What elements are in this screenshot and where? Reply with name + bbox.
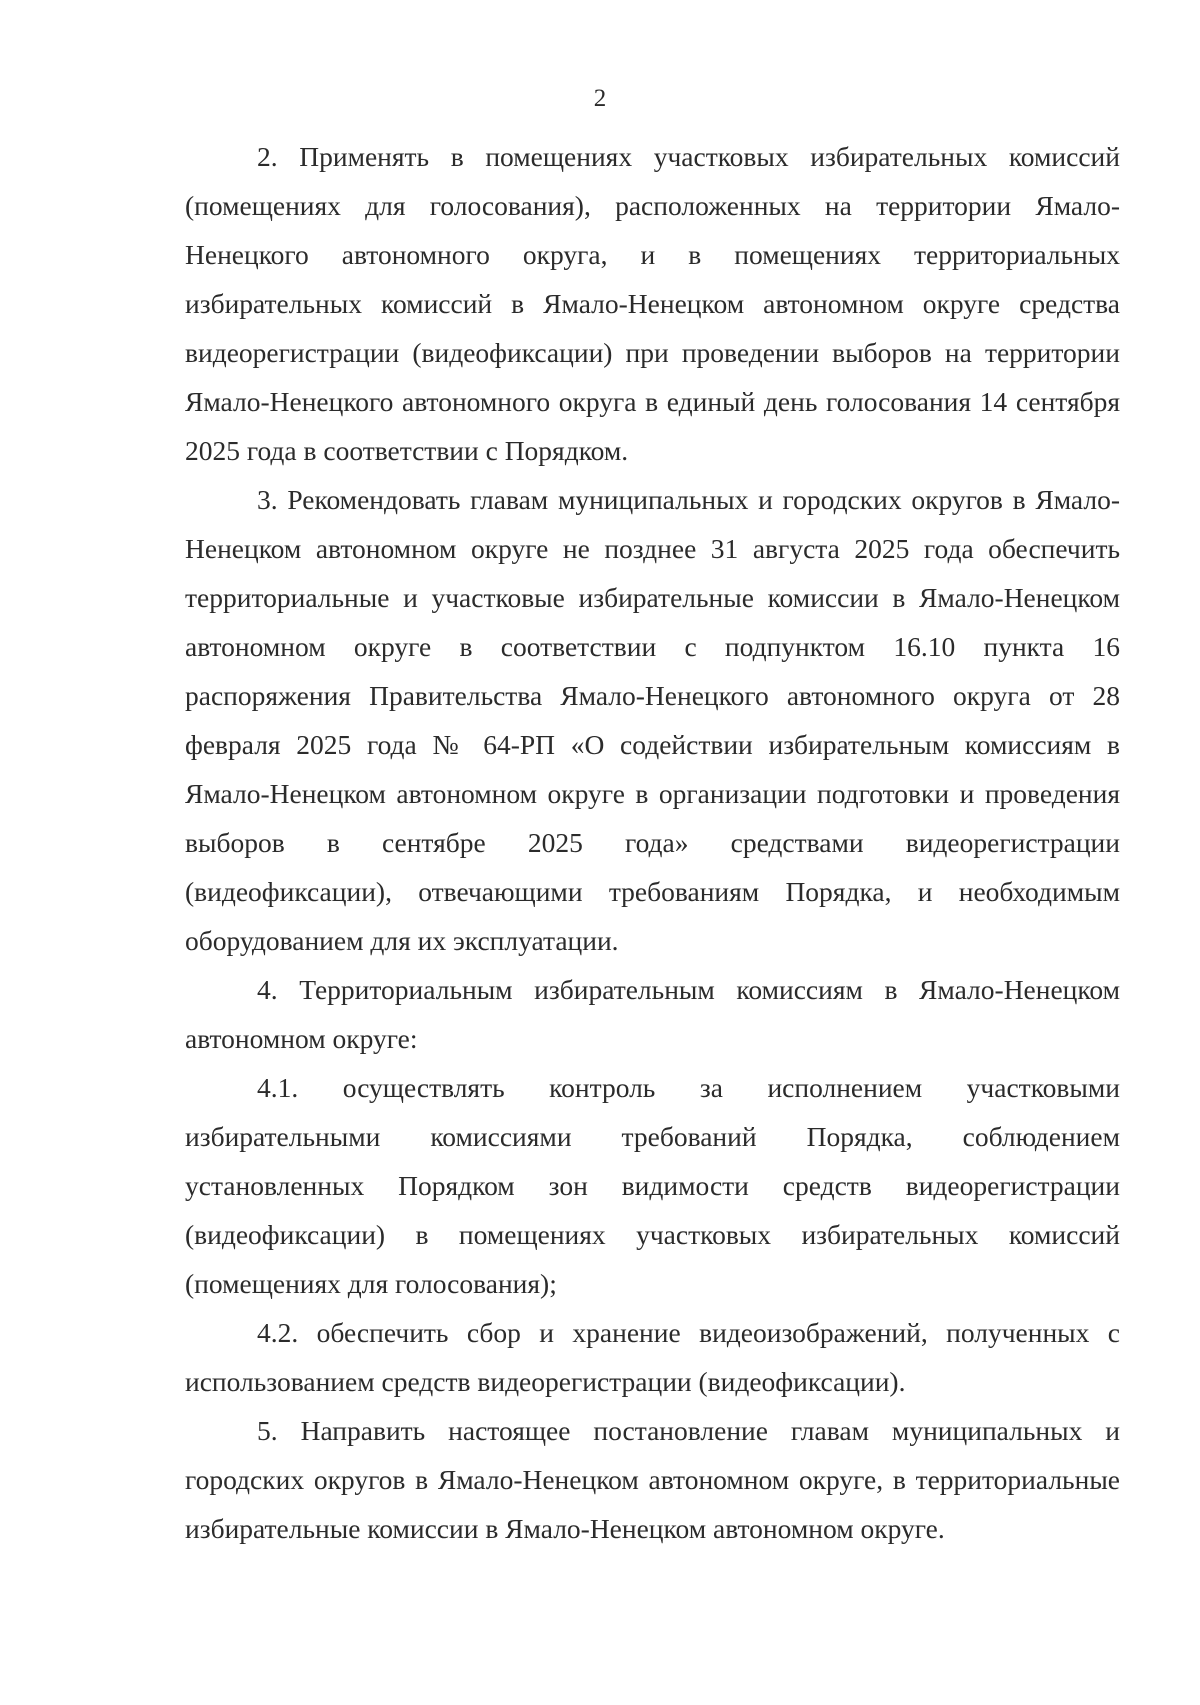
paragraph-4-2: 4.2. обеспечить сбор и хранение видеоизображений, полученных с использованием средств видеорегистрации (видеофиксации). — [185, 1317, 1120, 1397]
paragraph-4: 4. Территориальным избирательным комиссиям в Ямало-Ненецком автономном округе: — [185, 974, 1120, 1054]
paragraph-4-1: 4.1. осуществлять контроль за исполнением участковыми избирательными комиссиями требований Порядка, соблюдением установленных Порядком зон видимости средств видеорегистрации (видеофиксации) в помещениях участковых избирательных комиссий (помещениях для голосования); — [185, 1072, 1120, 1299]
page-number: 2 — [593, 85, 607, 112]
paragraph-5: 5. Направить настоящее постановление главам муниципальных и городских округов в Ямало-Ненецком автономном округе, в территориальные избирательные комиссии в Ямало-Ненецком автономном округе. — [185, 1415, 1120, 1544]
paragraph-3: 3. Рекомендовать главам муниципальных и городских округов в Ямало-Ненецком автономном округе не позднее 31 августа 2025 года обеспечить территориальные и участковые избирательные комиссии в Ямало-Ненецком автономном округе в соответствии с подпунктом 16.10 пункта 16 распоряжения Правительства Ямало-Ненецкого автономного округа от 28 февраля 2025 года № 64-РП «О содействии избирательным комиссиям в Ямало-Ненецком автономном округе в организации подготовки и проведения выборов в сентябре 2025 года» средствами видеорегистрации (видеофиксации), отвечающими требованиям Порядка, и необходимым оборудованием для их эксплуатации. — [185, 484, 1120, 956]
paragraph-2: 2. Применять в помещениях участковых избирательных комиссий (помещениях для голосования), расположенных на территории Ямало-Ненецкого автономного округа, и в помещениях территориальных избирательных комиссий в Ямало-Ненецком автономном округе средства видеорегистрации (видеофиксации) при проведении выборов на территории Ямало-Ненецкого автономного округа в единый день голосования 14 сентября 2025 года в соответствии с Порядком. — [185, 141, 1120, 466]
document-body — [185, 132, 1120, 1553]
